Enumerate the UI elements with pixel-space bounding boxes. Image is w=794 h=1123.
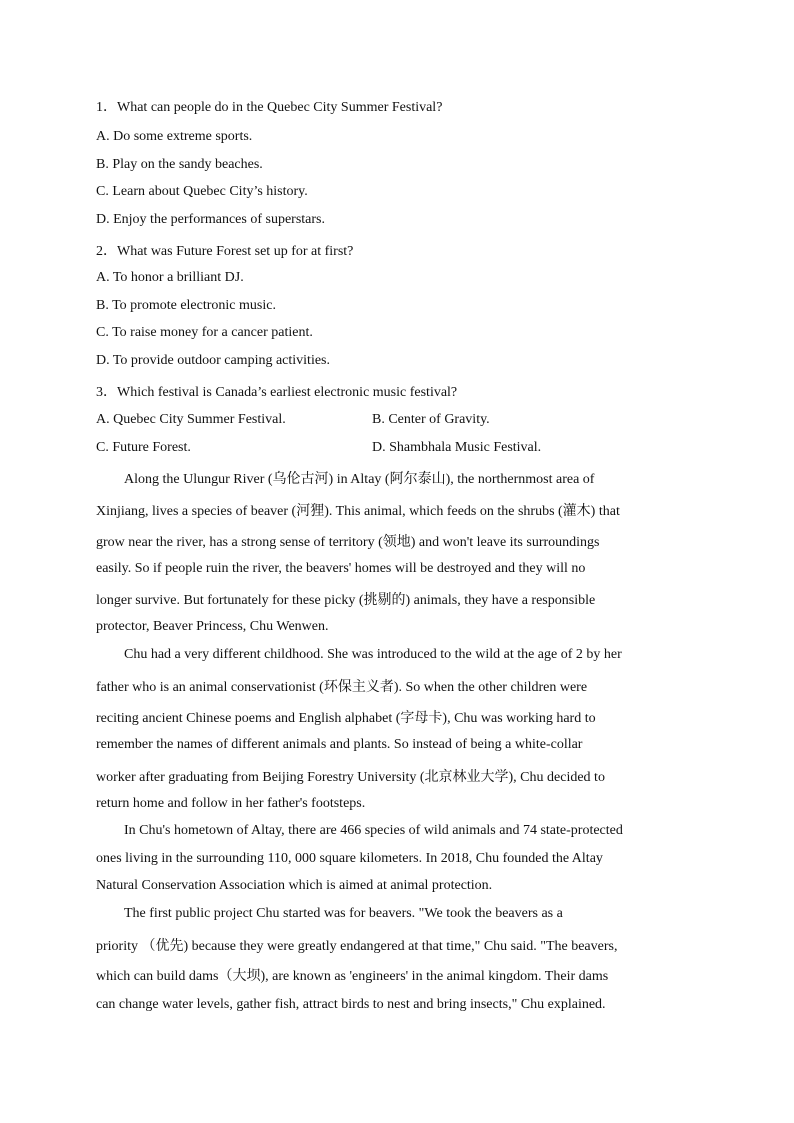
- question-3-option-c: C. Future Forest.: [96, 440, 191, 455]
- passage-p2-line-2: father who is an animal conservationist (环保主义者). So when the other children were: [96, 680, 588, 695]
- passage-p3-line-3: Natural Conservation Association which is aimed at animal protection.: [96, 878, 493, 893]
- passage-p1-line-4: easily. So if people ruin the river, the beavers' homes will be destroyed and they will no: [96, 561, 586, 576]
- passage-p4-line-3: which can build dams（大坝), are known as 'engineers' in the animal kingdom. Their dams: [96, 969, 609, 984]
- passage-p2-line-3: reciting ancient Chinese poems and English alphabet (字母卡), Chu was working hard to: [96, 711, 596, 726]
- question-2-option-a: A. To honor a brilliant DJ.: [96, 270, 244, 285]
- passage-p2-line-1: Chu had a very different childhood. She was introduced to the wild at the age of 2 by her: [124, 647, 622, 662]
- passage-p4-line-1: The first public project Chu started was for beavers. "We took the beavers as a: [124, 906, 563, 921]
- question-1-stem: 1．What can people do in the Quebec City Summer Festival?: [96, 100, 443, 115]
- passage-p1-line-3: grow near the river, has a strong sense of territory (领地) and won't leave its surroundings: [96, 535, 600, 550]
- question-1-option-d: D. Enjoy the performances of superstars.: [96, 212, 325, 227]
- question-2-stem: 2．What was Future Forest set up for at first?: [96, 244, 354, 259]
- question-1-option-c: C. Learn about Quebec City’s history.: [96, 184, 308, 199]
- question-2-option-c: C. To raise money for a cancer patient.: [96, 325, 313, 340]
- question-2-option-b: B. To promote electronic music.: [96, 298, 276, 313]
- passage-p3-line-2: ones living in the surrounding 110, 000 square kilometers. In 2018, Chu founded the Altay: [96, 851, 603, 866]
- question-1-option-a: A. Do some extreme sports.: [96, 129, 253, 144]
- passage-p3-line-1: In Chu's hometown of Altay, there are 466 species of wild animals and 74 state-protected: [124, 823, 623, 838]
- question-3-stem: 3．Which festival is Canada’s earliest electronic music festival?: [96, 385, 458, 400]
- question-2-option-d: D. To provide outdoor camping activities.: [96, 353, 330, 368]
- passage-p2-line-6: return home and follow in her father's footsteps.: [96, 796, 366, 811]
- question-3-option-b: B. Center of Gravity.: [372, 412, 490, 427]
- passage-p2-line-4: remember the names of different animals and plants. So instead of being a white-collar: [96, 737, 583, 752]
- passage-p4-line-2: priority （优先) because they were greatly endangered at that time," Chu said. "The beavers,: [96, 939, 618, 954]
- passage-p4-line-4: can change water levels, gather fish, attract birds to nest and bring insects," Chu explained.: [96, 997, 606, 1012]
- passage-p2-line-5: worker after graduating from Beijing Forestry University (北京林业大学), Chu decided to: [96, 770, 605, 785]
- question-1-option-b: B. Play on the sandy beaches.: [96, 157, 263, 172]
- passage-p1-line-5: longer survive. But fortunately for these picky (挑剔的) animals, they have a responsible: [96, 593, 596, 608]
- passage-p1-line-1: Along the Ulungur River (乌伦古河) in Altay (阿尔泰山), the northernmost area of: [124, 472, 595, 487]
- question-3-option-d: D. Shambhala Music Festival.: [372, 440, 542, 455]
- question-3-option-a: A. Quebec City Summer Festival.: [96, 412, 286, 427]
- passage-p1-line-6: protector, Beaver Princess, Chu Wenwen.: [96, 619, 329, 634]
- passage-p1-line-2: Xinjiang, lives a species of beaver (河狸). This animal, which feeds on the shrubs (灌木) that: [96, 504, 620, 519]
